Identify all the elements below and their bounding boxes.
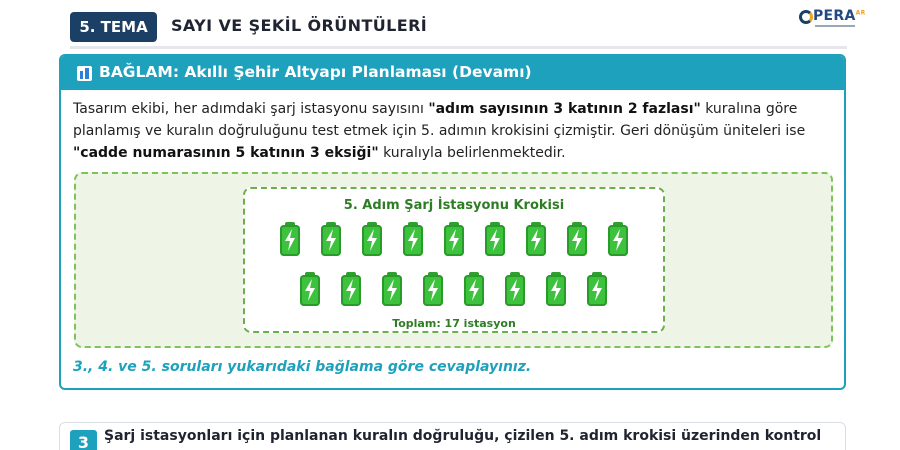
question-text: Şarj istasyonları için planlanan kuralın doğruluğu, çizilen 5. adım krokisi üzerinden kontrol — [104, 428, 822, 444]
charging-station-icon — [321, 222, 341, 256]
rule-stations: "adım sayısının 3 katının 2 fazlası" — [428, 101, 701, 117]
question-card — [59, 422, 846, 450]
rule-recycling: "cadde numarasının 5 katının 3 eksiği" — [73, 145, 379, 161]
question-number: 3 — [70, 430, 97, 450]
charging-station-icon — [526, 222, 546, 256]
page-title: SAYI VE ŞEKİL ÖRÜNTÜLERİ — [171, 16, 428, 35]
logo-o-icon — [799, 10, 813, 24]
tema-badge: 5. TEMA — [70, 12, 157, 42]
header — [70, 10, 850, 44]
charging-station-icon — [341, 272, 361, 306]
charging-station-icon — [485, 222, 505, 256]
charging-station-icon — [403, 222, 423, 256]
charging-station-icon — [300, 272, 320, 306]
charging-station-icon — [567, 222, 587, 256]
charging-station-icon — [505, 272, 525, 306]
context-paragraph: Tasarım ekibi, her adımdaki şarj istasyonu sayısını "adım sayısının 3 katının 2 fazlası" kuralına göre planlamış ve kuralın doğruluğunu test etmek için 5. adımın krokisini çizmiştir. Geri dönüşüm üniteleri ise "cadde numarasının 5 katının 3 eksiği" kuralıyla belirlenmektedir. — [73, 101, 806, 161]
header-divider — [70, 46, 847, 49]
opera-logo — [799, 8, 871, 32]
charging-station-icon — [464, 272, 484, 306]
station-sketch — [243, 187, 665, 333]
charging-station-icon — [444, 222, 464, 256]
logo-text: $PERA^{AR}$ — [813, 8, 866, 24]
charging-station-icon — [587, 272, 607, 306]
context-title: BAĞLAM: Akıllı Şehir Altyapı Planlaması (Devamı) — [99, 63, 532, 81]
charging-station-icon — [362, 222, 382, 256]
context-header — [61, 56, 844, 90]
logo-underline — [815, 25, 855, 27]
context-card — [59, 54, 846, 390]
charging-station-icon — [382, 272, 402, 306]
context-instruction: 3., 4. ve 5. soruları yukarıdaki bağlama göre cevaplayınız. — [73, 359, 532, 375]
charging-station-icon — [423, 272, 443, 306]
charging-station-icon — [280, 222, 300, 256]
city-chart-icon — [77, 66, 92, 81]
sketch-title: 5. Adım Şarj İstasyonu Krokisi — [343, 198, 565, 213]
charging-station-icon — [608, 222, 628, 256]
charging-station-icon — [546, 272, 566, 306]
sketch-total: Toplam: 17 istasyon — [392, 317, 516, 330]
sketch-area — [74, 172, 833, 348]
